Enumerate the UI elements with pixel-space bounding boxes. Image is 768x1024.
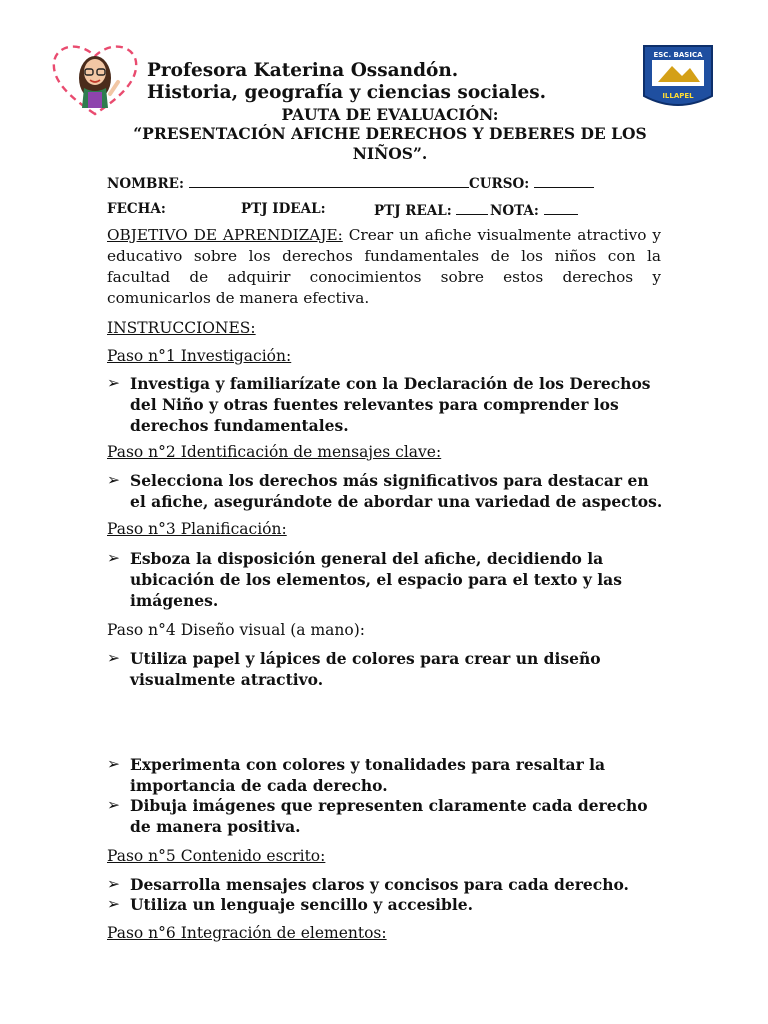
nombre-field[interactable] <box>107 174 469 192</box>
nota-field[interactable] <box>490 201 578 219</box>
list-item <box>107 470 667 512</box>
arrow-icon: ➢ <box>107 649 120 667</box>
instructions-heading: INSTRUCCIONES: <box>107 319 256 337</box>
nombre-label: NOMBRE: <box>107 176 184 192</box>
curso-label: CURSO: <box>469 176 530 192</box>
list-item <box>107 373 667 436</box>
bullet-text: Utiliza un lenguaje sencillo y accesible. <box>130 895 474 914</box>
step4-title: Paso n°4 Diseño visual (a mano): <box>107 621 365 639</box>
step3-title: Paso n°3 Planificación: <box>107 520 287 538</box>
step2-title: Paso n°2 Identificación de mensajes clave: <box>107 443 442 461</box>
list-item <box>107 548 667 611</box>
objective-label: OBJETIVO DE APRENDIZAJE: <box>107 226 343 244</box>
bullet-text: Selecciona los derechos más significativos para destacar en el afiche, asegurándote de abordar una variedad de aspectos. <box>130 471 663 511</box>
arrow-icon: ➢ <box>107 796 120 814</box>
fecha-label: FECHA: <box>107 201 166 217</box>
curso-line[interactable] <box>534 174 594 188</box>
list-item <box>107 874 667 895</box>
document-subtitle-line1: “PRESENTACIÓN AFICHE DERECHOS Y DEBERES DE LOS <box>133 124 647 143</box>
objective-text: Crear un afiche visualmente atractivo y educativo sobre los derechos fundamentales de los niños con la facultad de adquirir conocimientos sobre estos derechos y comunicarlos de manera efectiva. <box>107 226 661 307</box>
bullet-text: Dibuja imágenes que representen claramente cada derecho de manera positiva. <box>130 796 648 836</box>
logo-top-text: ESC. BASICA <box>653 51 703 59</box>
ptj-real-field[interactable] <box>374 201 488 219</box>
nombre-line[interactable] <box>189 174 469 188</box>
arrow-icon: ➢ <box>107 471 120 489</box>
list-item <box>107 795 667 837</box>
objective-paragraph <box>107 225 661 309</box>
bullet-text: Utiliza papel y lápices de colores para crear un diseño visualmente atractivo. <box>130 649 601 689</box>
list-item <box>107 894 667 915</box>
ptj-real-line[interactable] <box>456 201 488 215</box>
ptj-real-label: PTJ REAL: <box>374 203 452 219</box>
nota-line[interactable] <box>544 201 578 215</box>
teacher-name: Profesora Katerina Ossandón. <box>147 60 459 81</box>
list-item <box>107 648 667 690</box>
bullet-text: Experimenta con colores y tonalidades para resaltar la importancia de cada derecho. <box>130 755 606 795</box>
list-item <box>107 754 667 796</box>
school-logo <box>642 44 714 110</box>
logo-bottom-text: ILLAPEL <box>662 92 694 100</box>
bullet-text: Desarrolla mensajes claros y concisos para cada derecho. <box>130 875 629 894</box>
document-subtitle-line2: NIÑOS”. <box>352 144 428 163</box>
step5-title: Paso n°5 Contenido escrito: <box>107 847 326 865</box>
arrow-icon: ➢ <box>107 549 120 567</box>
subject-name: Historia, geografía y ciencias sociales. <box>147 82 547 103</box>
bullet-text: Investiga y familiarízate con la Declaración de los Derechos del Niño y otras fuentes relevantes para comprender los derechos fundamentales. <box>130 374 651 435</box>
arrow-icon: ➢ <box>107 895 120 913</box>
ptj-ideal-label: PTJ IDEAL: <box>241 201 326 217</box>
arrow-icon: ➢ <box>107 875 120 893</box>
nota-label: NOTA: <box>490 203 539 219</box>
arrow-icon: ➢ <box>107 374 120 392</box>
curso-field[interactable] <box>469 174 594 192</box>
arrow-icon: ➢ <box>107 755 120 773</box>
step1-title: Paso n°1 Investigación: <box>107 347 292 365</box>
step6-title: Paso n°6 Integración de elementos: <box>107 924 387 942</box>
bullet-text: Esboza la disposición general del afiche, decidiendo la ubicación de los elementos, el espacio para el texto y las imágenes. <box>130 549 622 610</box>
document-title: PAUTA DE EVALUACIÓN: <box>281 105 499 124</box>
